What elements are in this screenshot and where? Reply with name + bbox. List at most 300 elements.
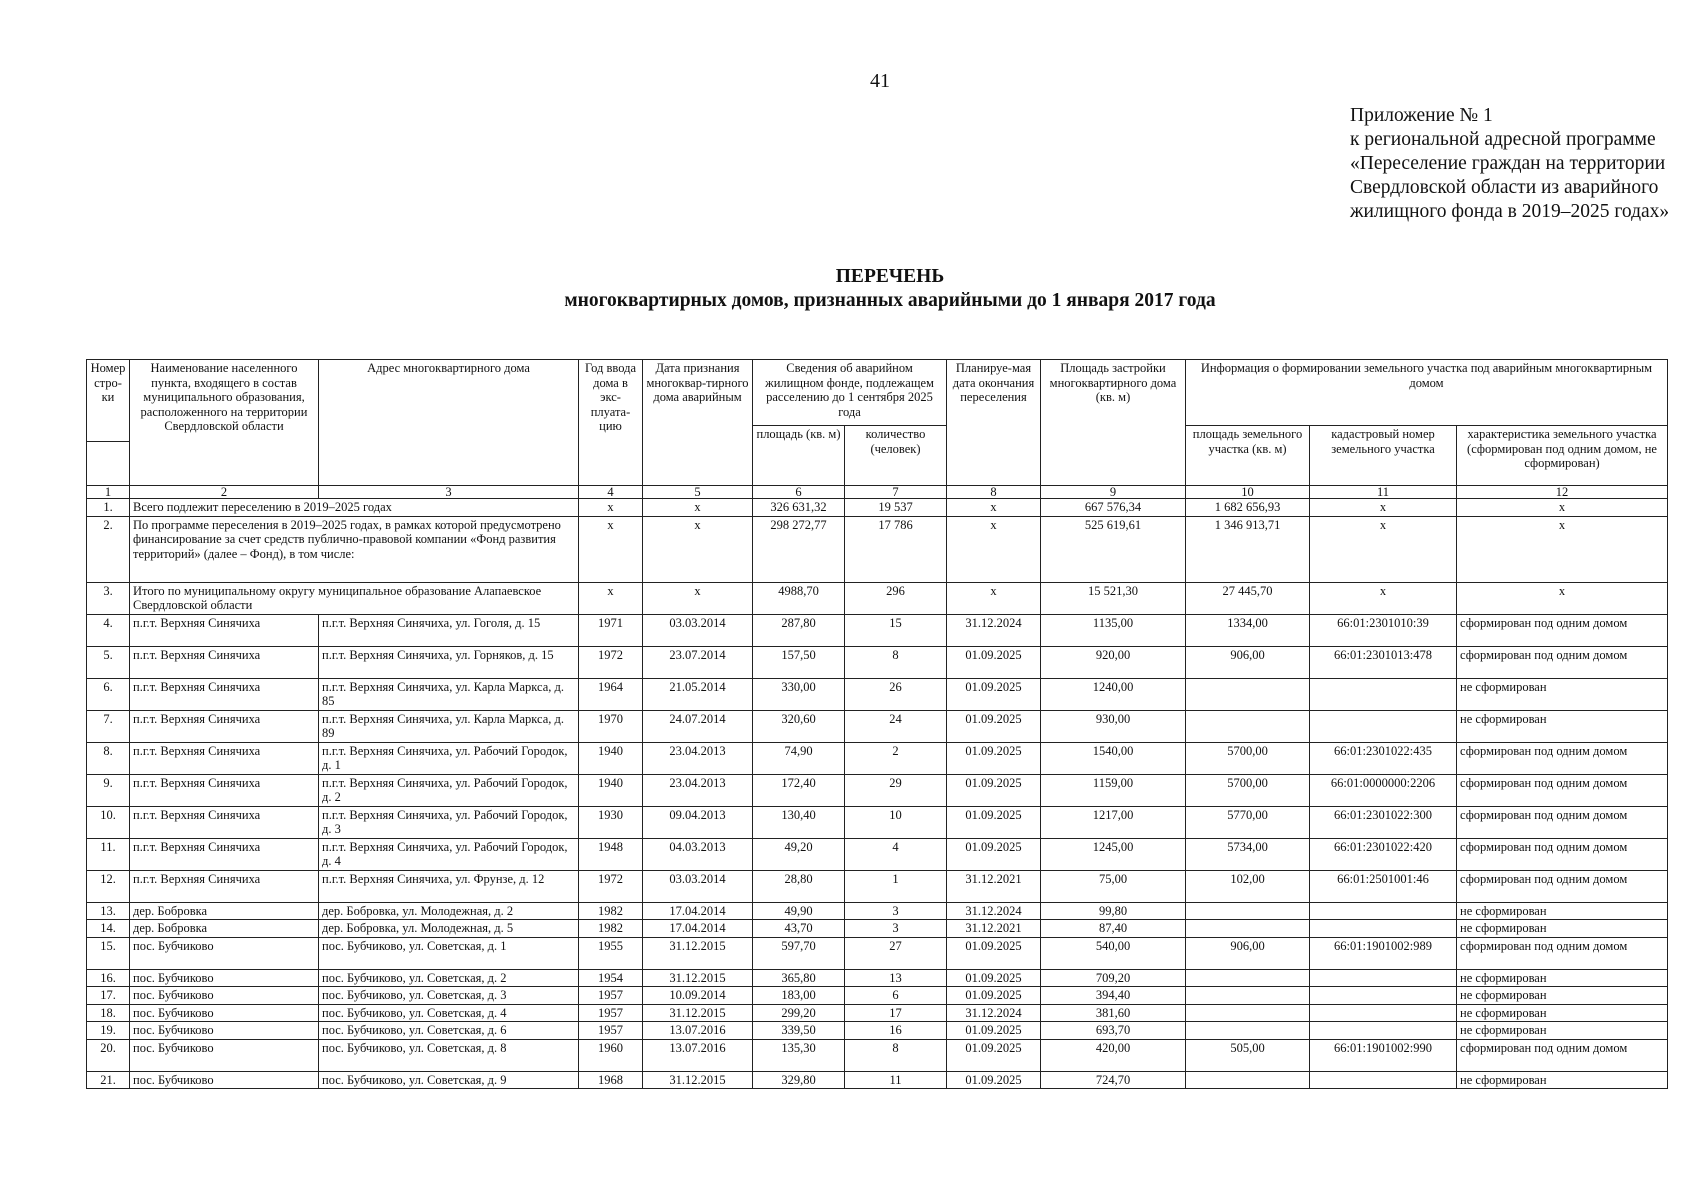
people-cell: 1	[845, 870, 947, 902]
planned-date-cell: х	[947, 499, 1041, 517]
column-number: 6	[753, 486, 845, 499]
planned-date-cell: 01.09.2025	[947, 969, 1041, 987]
people-cell: 26	[845, 678, 947, 710]
land-area-cell: 27 445,70	[1186, 582, 1310, 614]
cadastral-cell: 66:01:0000000:2206	[1310, 774, 1457, 806]
settlement-cell: пос. Бубчиково	[130, 987, 319, 1005]
header-land-area: площадь земельного участка (кв. м)	[1186, 426, 1310, 486]
planned-date-cell: 01.09.2025	[947, 987, 1041, 1005]
land-area-cell: 505,00	[1186, 1039, 1310, 1071]
row-number: 14.	[87, 920, 130, 938]
land-status-cell: не сформирован	[1457, 987, 1668, 1005]
address-cell: п.г.т. Верхняя Синячиха, ул. Фрунзе, д. 12	[319, 870, 579, 902]
planned-date-cell: 01.09.2025	[947, 710, 1041, 742]
annex-line: жилищного фонда в 2019–2025 годах»	[1350, 201, 1670, 222]
land-status-cell: х	[1457, 499, 1668, 517]
land-status-cell: сформирован под одним домом	[1457, 806, 1668, 838]
settlement-cell: пос. Бубчиково	[130, 1004, 319, 1022]
people-cell: 15	[845, 614, 947, 646]
land-status-cell: не сформирован	[1457, 1022, 1668, 1040]
summary-row-district	[87, 582, 1668, 614]
land-area-cell	[1186, 678, 1310, 710]
row-number: 10.	[87, 806, 130, 838]
year-cell: 1957	[579, 1004, 643, 1022]
area-cell: 74,90	[753, 742, 845, 774]
land-area-cell: 1334,00	[1186, 614, 1310, 646]
header-planned-date: Планируе-мая дата окончания переселения	[947, 360, 1041, 486]
settlement-cell: п.г.т. Верхняя Синячиха	[130, 870, 319, 902]
date-cell: 23.04.2013	[643, 774, 753, 806]
people-cell: 3	[845, 920, 947, 938]
header-year: Год ввода дома в экс-плуата-цию	[579, 360, 643, 486]
land-status-cell: не сформирован	[1457, 920, 1668, 938]
address-cell: п.г.т. Верхняя Синячиха, ул. Рабочий Городок, д. 3	[319, 806, 579, 838]
planned-date-cell: 31.12.2024	[947, 614, 1041, 646]
building-area-cell: 1245,00	[1041, 838, 1186, 870]
column-numbers-row	[87, 486, 1668, 499]
address-cell: п.г.т. Верхняя Синячиха, ул. Карла Маркса, д. 89	[319, 710, 579, 742]
address-cell: п.г.т. Верхняя Синячиха, ул. Рабочий Городок, д. 4	[319, 838, 579, 870]
cadastral-cell	[1310, 1004, 1457, 1022]
cadastral-cell: 66:01:2501001:46	[1310, 870, 1457, 902]
settlement-cell: п.г.т. Верхняя Синячиха	[130, 838, 319, 870]
column-number: 1	[87, 486, 130, 499]
cadastral-cell	[1310, 678, 1457, 710]
summary-row-program	[87, 516, 1668, 582]
people-cell: 17	[845, 1004, 947, 1022]
row-number: 9.	[87, 774, 130, 806]
row-number: 21.	[87, 1071, 130, 1089]
title-line-1: ПЕРЕЧЕНЬ	[835, 266, 945, 287]
date-cell: 31.12.2015	[643, 1004, 753, 1022]
year-cell: 1964	[579, 678, 643, 710]
people-cell: 17 786	[845, 516, 947, 582]
area-cell: 329,80	[753, 1071, 845, 1089]
year-cell: 1948	[579, 838, 643, 870]
date-cell: 03.03.2014	[643, 870, 753, 902]
people-cell: 24	[845, 710, 947, 742]
land-area-cell	[1186, 710, 1310, 742]
area-cell: 299,20	[753, 1004, 845, 1022]
people-cell: 27	[845, 937, 947, 969]
year-cell: 1982	[579, 920, 643, 938]
cadastral-cell	[1310, 710, 1457, 742]
row-number: 19.	[87, 1022, 130, 1040]
area-cell: 172,40	[753, 774, 845, 806]
building-area-cell: 693,70	[1041, 1022, 1186, 1040]
settlement-cell: пос. Бубчиково	[130, 1022, 319, 1040]
annex-line: Приложение № 1	[1350, 105, 1493, 126]
header-emergency-info: Сведения об аварийном жилищном фонде, подлежащем расселению до 1 сентября 2025 года	[753, 360, 947, 426]
date-cell: х	[643, 582, 753, 614]
people-cell: 19 537	[845, 499, 947, 517]
annex-line: «Переселение граждан на территории	[1350, 153, 1666, 174]
cadastral-cell: х	[1310, 516, 1457, 582]
settlement-cell: пос. Бубчиково	[130, 937, 319, 969]
header-address: Адрес многоквартирного дома	[319, 360, 579, 486]
building-area-cell: 75,00	[1041, 870, 1186, 902]
settlement-cell: п.г.т. Верхняя Синячиха	[130, 774, 319, 806]
people-cell: 13	[845, 969, 947, 987]
people-cell: 8	[845, 1039, 947, 1071]
building-area-cell: 99,80	[1041, 902, 1186, 920]
planned-date-cell: 01.09.2025	[947, 1022, 1041, 1040]
land-status-cell: не сформирован	[1457, 969, 1668, 987]
address-cell: п.г.т. Верхняя Синячиха, ул. Рабочий Городок, д. 1	[319, 742, 579, 774]
planned-date-cell: 01.09.2025	[947, 646, 1041, 678]
planned-date-cell: 01.09.2025	[947, 838, 1041, 870]
row-number: 20.	[87, 1039, 130, 1071]
planned-date-cell: 31.12.2024	[947, 1004, 1041, 1022]
annex-note	[1350, 104, 1669, 224]
date-cell: 23.07.2014	[643, 646, 753, 678]
area-cell: 330,00	[753, 678, 845, 710]
table-row	[87, 1004, 1668, 1022]
planned-date-cell: 31.12.2021	[947, 870, 1041, 902]
title-line-2: многоквартирных домов, признанных аварийными до 1 января 2017 года	[564, 290, 1216, 311]
summary-label: Итого по муниципальному округу муниципальное образование Алапаевское Свердловской области	[130, 582, 579, 614]
address-cell: пос. Бубчиково, ул. Советская, д. 3	[319, 987, 579, 1005]
column-number: 8	[947, 486, 1041, 499]
area-cell: 339,50	[753, 1022, 845, 1040]
emergency-houses-table	[86, 359, 1668, 1089]
address-cell: пос. Бубчиково, ул. Советская, д. 6	[319, 1022, 579, 1040]
year-cell: 1940	[579, 742, 643, 774]
building-area-cell: 667 576,34	[1041, 499, 1186, 517]
cadastral-cell	[1310, 969, 1457, 987]
settlement-cell: п.г.т. Верхняя Синячиха	[130, 710, 319, 742]
date-cell: 13.07.2016	[643, 1022, 753, 1040]
land-area-cell: 102,00	[1186, 870, 1310, 902]
year-cell: 1940	[579, 774, 643, 806]
building-area-cell: 540,00	[1041, 937, 1186, 969]
header-row-number-cont	[87, 442, 130, 486]
land-area-cell: 5700,00	[1186, 742, 1310, 774]
land-status-cell: х	[1457, 516, 1668, 582]
year-cell: х	[579, 516, 643, 582]
row-number: 4.	[87, 614, 130, 646]
planned-date-cell: х	[947, 582, 1041, 614]
year-cell: 1957	[579, 987, 643, 1005]
land-status-cell: не сформирован	[1457, 710, 1668, 742]
date-cell: 17.04.2014	[643, 920, 753, 938]
building-area-cell: 1159,00	[1041, 774, 1186, 806]
land-area-cell	[1186, 1022, 1310, 1040]
people-cell: 11	[845, 1071, 947, 1089]
document-title	[0, 265, 1699, 313]
cadastral-cell: 66:01:2301022:420	[1310, 838, 1457, 870]
date-cell: х	[643, 516, 753, 582]
date-cell: 13.07.2016	[643, 1039, 753, 1071]
header-building-area: Площадь застройки многоквартирного дома (кв. м)	[1041, 360, 1186, 486]
area-cell: 49,90	[753, 902, 845, 920]
date-cell: х	[643, 499, 753, 517]
building-area-cell: 709,20	[1041, 969, 1186, 987]
table-row	[87, 710, 1668, 742]
row-number: 5.	[87, 646, 130, 678]
area-cell: 326 631,32	[753, 499, 845, 517]
year-cell: х	[579, 499, 643, 517]
header-land-info: Информация о формировании земельного участка под аварийным многоквартирным домом	[1186, 360, 1668, 426]
land-area-cell: 5770,00	[1186, 806, 1310, 838]
people-cell: 10	[845, 806, 947, 838]
land-area-cell: 1 346 913,71	[1186, 516, 1310, 582]
land-status-cell: сформирован под одним домом	[1457, 870, 1668, 902]
year-cell: 1972	[579, 870, 643, 902]
column-number: 10	[1186, 486, 1310, 499]
land-status-cell: х	[1457, 582, 1668, 614]
address-cell: п.г.т. Верхняя Синячиха, ул. Рабочий Городок, д. 2	[319, 774, 579, 806]
area-cell: 49,20	[753, 838, 845, 870]
year-cell: 1982	[579, 902, 643, 920]
header-people: количество (человек)	[845, 426, 947, 486]
date-cell: 09.04.2013	[643, 806, 753, 838]
land-status-cell: не сформирован	[1457, 1004, 1668, 1022]
address-cell: п.г.т. Верхняя Синячиха, ул. Горняков, д. 15	[319, 646, 579, 678]
year-cell: 1968	[579, 1071, 643, 1089]
year-cell: 1972	[579, 646, 643, 678]
people-cell: 296	[845, 582, 947, 614]
planned-date-cell: 01.09.2025	[947, 678, 1041, 710]
date-cell: 10.09.2014	[643, 987, 753, 1005]
header-recognition-date: Дата признания многоквар-тирного дома аварийным	[643, 360, 753, 486]
year-cell: 1930	[579, 806, 643, 838]
address-cell: п.г.т. Верхняя Синячиха, ул. Карла Маркса, д. 85	[319, 678, 579, 710]
date-cell: 31.12.2015	[643, 937, 753, 969]
date-cell: 31.12.2015	[643, 1071, 753, 1089]
settlement-cell: п.г.т. Верхняя Синячиха	[130, 678, 319, 710]
row-number: 13.	[87, 902, 130, 920]
area-cell: 130,40	[753, 806, 845, 838]
year-cell: 1960	[579, 1039, 643, 1071]
cadastral-cell: х	[1310, 582, 1457, 614]
row-number: 15.	[87, 937, 130, 969]
row-number: 18.	[87, 1004, 130, 1022]
land-area-cell: 1 682 656,93	[1186, 499, 1310, 517]
row-number: 6.	[87, 678, 130, 710]
settlement-cell: пос. Бубчиково	[130, 1039, 319, 1071]
table-row	[87, 806, 1668, 838]
cadastral-cell	[1310, 987, 1457, 1005]
cadastral-cell: 66:01:2301022:435	[1310, 742, 1457, 774]
people-cell: 6	[845, 987, 947, 1005]
year-cell: 1957	[579, 1022, 643, 1040]
land-status-cell: сформирован под одним домом	[1457, 614, 1668, 646]
building-area-cell: 1135,00	[1041, 614, 1186, 646]
year-cell: 1954	[579, 969, 643, 987]
land-status-cell: сформирован под одним домом	[1457, 838, 1668, 870]
date-cell: 17.04.2014	[643, 902, 753, 920]
table-row	[87, 1071, 1668, 1089]
building-area-cell: 420,00	[1041, 1039, 1186, 1071]
table-row	[87, 614, 1668, 646]
planned-date-cell: 01.09.2025	[947, 1071, 1041, 1089]
table-row	[87, 902, 1668, 920]
table-row	[87, 838, 1668, 870]
area-cell: 135,30	[753, 1039, 845, 1071]
planned-date-cell: 01.09.2025	[947, 1039, 1041, 1071]
column-number: 7	[845, 486, 947, 499]
building-area-cell: 381,60	[1041, 1004, 1186, 1022]
area-cell: 287,80	[753, 614, 845, 646]
column-number: 5	[643, 486, 753, 499]
date-cell: 03.03.2014	[643, 614, 753, 646]
address-cell: пос. Бубчиково, ул. Советская, д. 8	[319, 1039, 579, 1071]
building-area-cell: 1540,00	[1041, 742, 1186, 774]
cadastral-cell: 66:01:1901002:990	[1310, 1039, 1457, 1071]
land-area-cell	[1186, 1004, 1310, 1022]
address-cell: дер. Бобровка, ул. Молодежная, д. 5	[319, 920, 579, 938]
cadastral-cell: 66:01:2301013:478	[1310, 646, 1457, 678]
land-area-cell	[1186, 969, 1310, 987]
area-cell: 183,00	[753, 987, 845, 1005]
settlement-cell: пос. Бубчиково	[130, 969, 319, 987]
table-row	[87, 1039, 1668, 1071]
row-number: 2.	[87, 516, 130, 582]
settlement-cell: п.г.т. Верхняя Синячиха	[130, 806, 319, 838]
summary-label: Всего подлежит переселению в 2019–2025 годах	[130, 499, 579, 517]
row-number: 1.	[87, 499, 130, 517]
table-row	[87, 774, 1668, 806]
area-cell: 298 272,77	[753, 516, 845, 582]
land-status-cell: не сформирован	[1457, 678, 1668, 710]
annex-line: Свердловской области из аварийного	[1350, 177, 1659, 198]
land-area-cell	[1186, 987, 1310, 1005]
building-area-cell: 1217,00	[1041, 806, 1186, 838]
settlement-cell: п.г.т. Верхняя Синячиха	[130, 742, 319, 774]
land-status-cell: сформирован под одним домом	[1457, 1039, 1668, 1071]
land-area-cell: 5700,00	[1186, 774, 1310, 806]
land-area-cell	[1186, 902, 1310, 920]
building-area-cell: 1240,00	[1041, 678, 1186, 710]
planned-date-cell: 01.09.2025	[947, 742, 1041, 774]
date-cell: 04.03.2013	[643, 838, 753, 870]
people-cell: 4	[845, 838, 947, 870]
summary-label: По программе переселения в 2019–2025 годах, в рамках которой предусмотрено финансирование за счет средств публично-правовой компании «Фонд развития территорий» (далее – Фонд), в том числе:	[130, 516, 579, 582]
row-number: 3.	[87, 582, 130, 614]
settlement-cell: дер. Бобровка	[130, 920, 319, 938]
address-cell: п.г.т. Верхняя Синячиха, ул. Гоголя, д. 15	[319, 614, 579, 646]
land-area-cell: 906,00	[1186, 646, 1310, 678]
land-status-cell: не сформирован	[1457, 1071, 1668, 1089]
row-number: 17.	[87, 987, 130, 1005]
header-land-status: характеристика земельного участка (сформирован под одним домом, не сформирован)	[1457, 426, 1668, 486]
table-row	[87, 870, 1668, 902]
table-row	[87, 920, 1668, 938]
table-body	[87, 499, 1668, 1089]
cadastral-cell: х	[1310, 499, 1457, 517]
date-cell: 31.12.2015	[643, 969, 753, 987]
column-number: 3	[319, 486, 579, 499]
column-number: 2	[130, 486, 319, 499]
area-cell: 597,70	[753, 937, 845, 969]
table-row	[87, 937, 1668, 969]
planned-date-cell: 01.09.2025	[947, 774, 1041, 806]
year-cell: 1971	[579, 614, 643, 646]
address-cell: дер. Бобровка, ул. Молодежная, д. 2	[319, 902, 579, 920]
land-area-cell: 5734,00	[1186, 838, 1310, 870]
row-number: 8.	[87, 742, 130, 774]
table-row	[87, 742, 1668, 774]
land-area-cell	[1186, 920, 1310, 938]
land-status-cell: сформирован под одним домом	[1457, 646, 1668, 678]
year-cell: х	[579, 582, 643, 614]
planned-date-cell: 01.09.2025	[947, 937, 1041, 969]
page-number: 41	[870, 70, 890, 92]
building-area-cell: 394,40	[1041, 987, 1186, 1005]
people-cell: 16	[845, 1022, 947, 1040]
year-cell: 1955	[579, 937, 643, 969]
planned-date-cell: 31.12.2024	[947, 902, 1041, 920]
area-cell: 28,80	[753, 870, 845, 902]
building-area-cell: 525 619,61	[1041, 516, 1186, 582]
cadastral-cell	[1310, 1071, 1457, 1089]
people-cell: 8	[845, 646, 947, 678]
land-status-cell: сформирован под одним домом	[1457, 937, 1668, 969]
building-area-cell: 920,00	[1041, 646, 1186, 678]
land-status-cell: не сформирован	[1457, 902, 1668, 920]
land-status-cell: сформирован под одним домом	[1457, 742, 1668, 774]
building-area-cell: 930,00	[1041, 710, 1186, 742]
table-header	[87, 360, 1668, 499]
building-area-cell: 724,70	[1041, 1071, 1186, 1089]
land-area-cell: 906,00	[1186, 937, 1310, 969]
table-row	[87, 987, 1668, 1005]
date-cell: 24.07.2014	[643, 710, 753, 742]
people-cell: 2	[845, 742, 947, 774]
planned-date-cell: 31.12.2021	[947, 920, 1041, 938]
area-cell: 43,70	[753, 920, 845, 938]
column-number: 4	[579, 486, 643, 499]
building-area-cell: 15 521,30	[1041, 582, 1186, 614]
year-cell: 1970	[579, 710, 643, 742]
summary-row-total	[87, 499, 1668, 517]
header-settlement: Наименование населенного пункта, входящего в состав муниципального образования, расположенного на территории Свердловской области	[130, 360, 319, 486]
column-number: 12	[1457, 486, 1668, 499]
column-number: 9	[1041, 486, 1186, 499]
header-area: площадь (кв. м)	[753, 426, 845, 486]
address-cell: пос. Бубчиково, ул. Советская, д. 4	[319, 1004, 579, 1022]
row-number: 7.	[87, 710, 130, 742]
settlement-cell: п.г.т. Верхняя Синячиха	[130, 614, 319, 646]
row-number: 12.	[87, 870, 130, 902]
address-cell: пос. Бубчиково, ул. Советская, д. 9	[319, 1071, 579, 1089]
settlement-cell: пос. Бубчиково	[130, 1071, 319, 1089]
header-cadastral: кадастровый номер земельного участка	[1310, 426, 1457, 486]
row-number: 16.	[87, 969, 130, 987]
table-row	[87, 969, 1668, 987]
column-number: 11	[1310, 486, 1457, 499]
planned-date-cell: 01.09.2025	[947, 806, 1041, 838]
annex-line: к региональной адресной программе	[1350, 129, 1656, 150]
cadastral-cell: 66:01:1901002:989	[1310, 937, 1457, 969]
cadastral-cell: 66:01:2301010:39	[1310, 614, 1457, 646]
area-cell: 320,60	[753, 710, 845, 742]
building-area-cell: 87,40	[1041, 920, 1186, 938]
address-cell: пос. Бубчиково, ул. Советская, д. 2	[319, 969, 579, 987]
land-area-cell	[1186, 1071, 1310, 1089]
planned-date-cell: х	[947, 516, 1041, 582]
people-cell: 29	[845, 774, 947, 806]
cadastral-cell	[1310, 902, 1457, 920]
cadastral-cell: 66:01:2301022:300	[1310, 806, 1457, 838]
area-cell: 157,50	[753, 646, 845, 678]
table-row	[87, 646, 1668, 678]
people-cell: 3	[845, 902, 947, 920]
settlement-cell: п.г.т. Верхняя Синячиха	[130, 646, 319, 678]
date-cell: 23.04.2013	[643, 742, 753, 774]
area-cell: 4988,70	[753, 582, 845, 614]
